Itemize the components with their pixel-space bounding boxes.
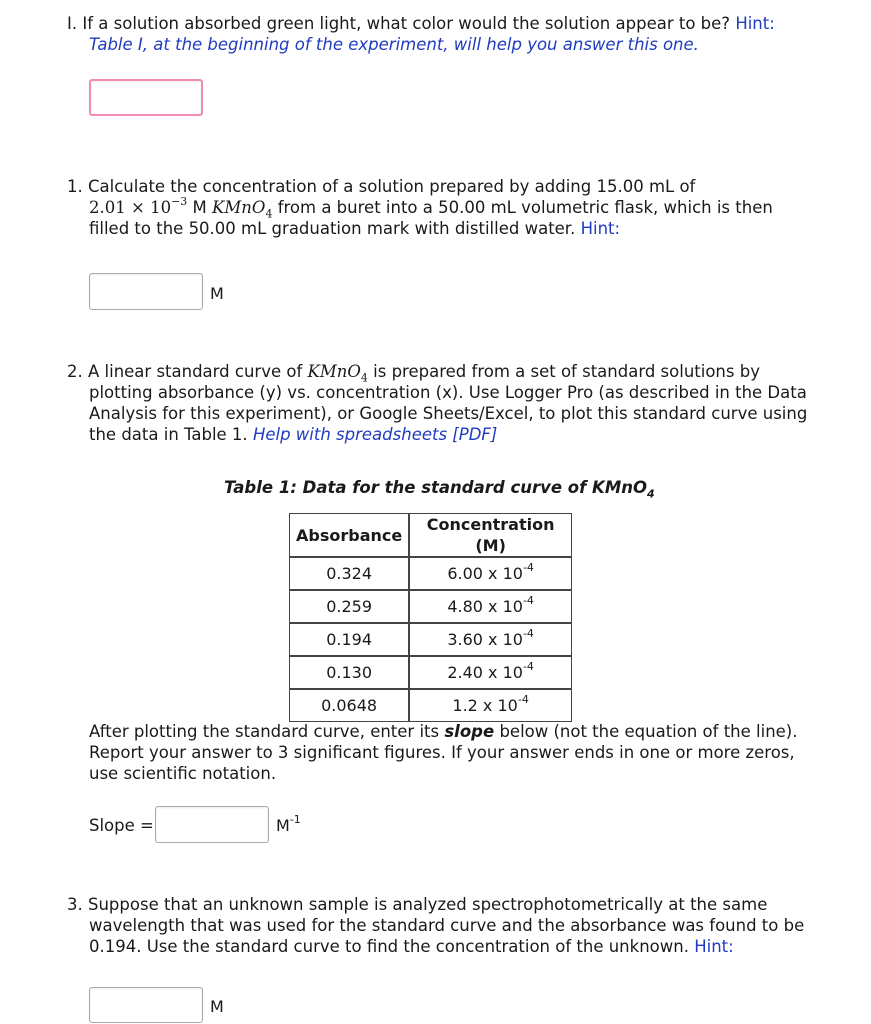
table-row: 0.0648 1.2 x $10^{-4}$ — [289, 689, 572, 722]
question-color — [67, 13, 775, 55]
kmno4-formula: KMnO$_4$ — [307, 362, 368, 385]
table-row: 0.324 6.00 x $10^{-4}$ — [289, 557, 572, 590]
slope-label: Slope = — [89, 816, 154, 835]
hint-link[interactable]: Hint: — [735, 14, 775, 33]
question-color-text: I. If a solution absorbed green light, what color would the solution appear to be? Hint: — [67, 14, 775, 33]
question-concentration: 1. Calculate the concentration of a solution prepared by adding 15.00 mL of $2.01 \times 10^{-3}$ M KMnO$_4$ from a buret into a 50.00 mL volumetric flask, which is then filled to the 50.00 mL graduation mark with distilled water. Hint: — [67, 177, 773, 238]
unknown-concentration-input[interactable] — [89, 987, 203, 1023]
slope-unit-label: $M^{-1}$ — [276, 812, 301, 835]
absorbance-header: Absorbance — [289, 513, 409, 557]
hint-text: Table I, at the beginning of the experiment, will help you answer this one. — [89, 35, 699, 54]
question-unknown: 3. Suppose that an unknown sample is analyzed spectrophotometrically at the same wavelength that was used for the standard curve and the absorbance was found to be 0.194. Use the standard curve to find the concentration of the unknown. Hint: — [67, 895, 805, 956]
hint-link[interactable]: Hint: — [580, 219, 621, 238]
slope-answer-input[interactable] — [155, 806, 269, 843]
spreadsheet-help-link[interactable]: Help with spreadsheets [PDF] — [252, 425, 498, 444]
question-standard-curve: 2. A linear standard curve of KMnO$_4$ is prepared from a set of standard solutions by plotting absorbance (y) vs. concentration (x). Use Logger Pro (as described in the Data Analysis for this experiment), or Google Sheets/Excel, to plot this standard curve using the data in Table 1. Help with spreadsheets [PDF] — [67, 362, 808, 444]
unit-label: M — [210, 284, 224, 303]
table-header-row — [289, 513, 572, 557]
color-answer-input[interactable] — [89, 79, 203, 116]
concentration-header: Concentration (M) — [409, 513, 572, 557]
table-caption: Table 1: Data for the standard curve of KMnO$_4$ — [224, 478, 655, 501]
slope-instructions: After plotting the standard curve, enter its slope below (not the equation of the line). Report your answer to 3 significant figures. If your answer ends in one or more zeros, use scientific notation. — [89, 722, 798, 783]
kmno4-formula: KMnO$_4$ — [212, 198, 273, 221]
table-row: 0.259 4.80 x $10^{-4}$ — [289, 590, 572, 623]
unit-label: M — [210, 997, 224, 1016]
table-row: 0.130 2.40 x $10^{-4}$ — [289, 656, 572, 689]
concentration-answer-input[interactable] — [89, 273, 203, 310]
standard-curve-table — [289, 513, 572, 722]
concentration-line2: $2.01 \times 10^{-3}$ M KMnO$_4$ from a buret into a 50.00 mL volumetric flask, which is then — [89, 194, 773, 221]
concentration-value: $2.01 \times 10^{-3}$ — [89, 194, 188, 217]
table-row: 0.194 3.60 x $10^{-4}$ — [289, 623, 572, 656]
hint-link[interactable]: Hint: — [694, 937, 734, 956]
